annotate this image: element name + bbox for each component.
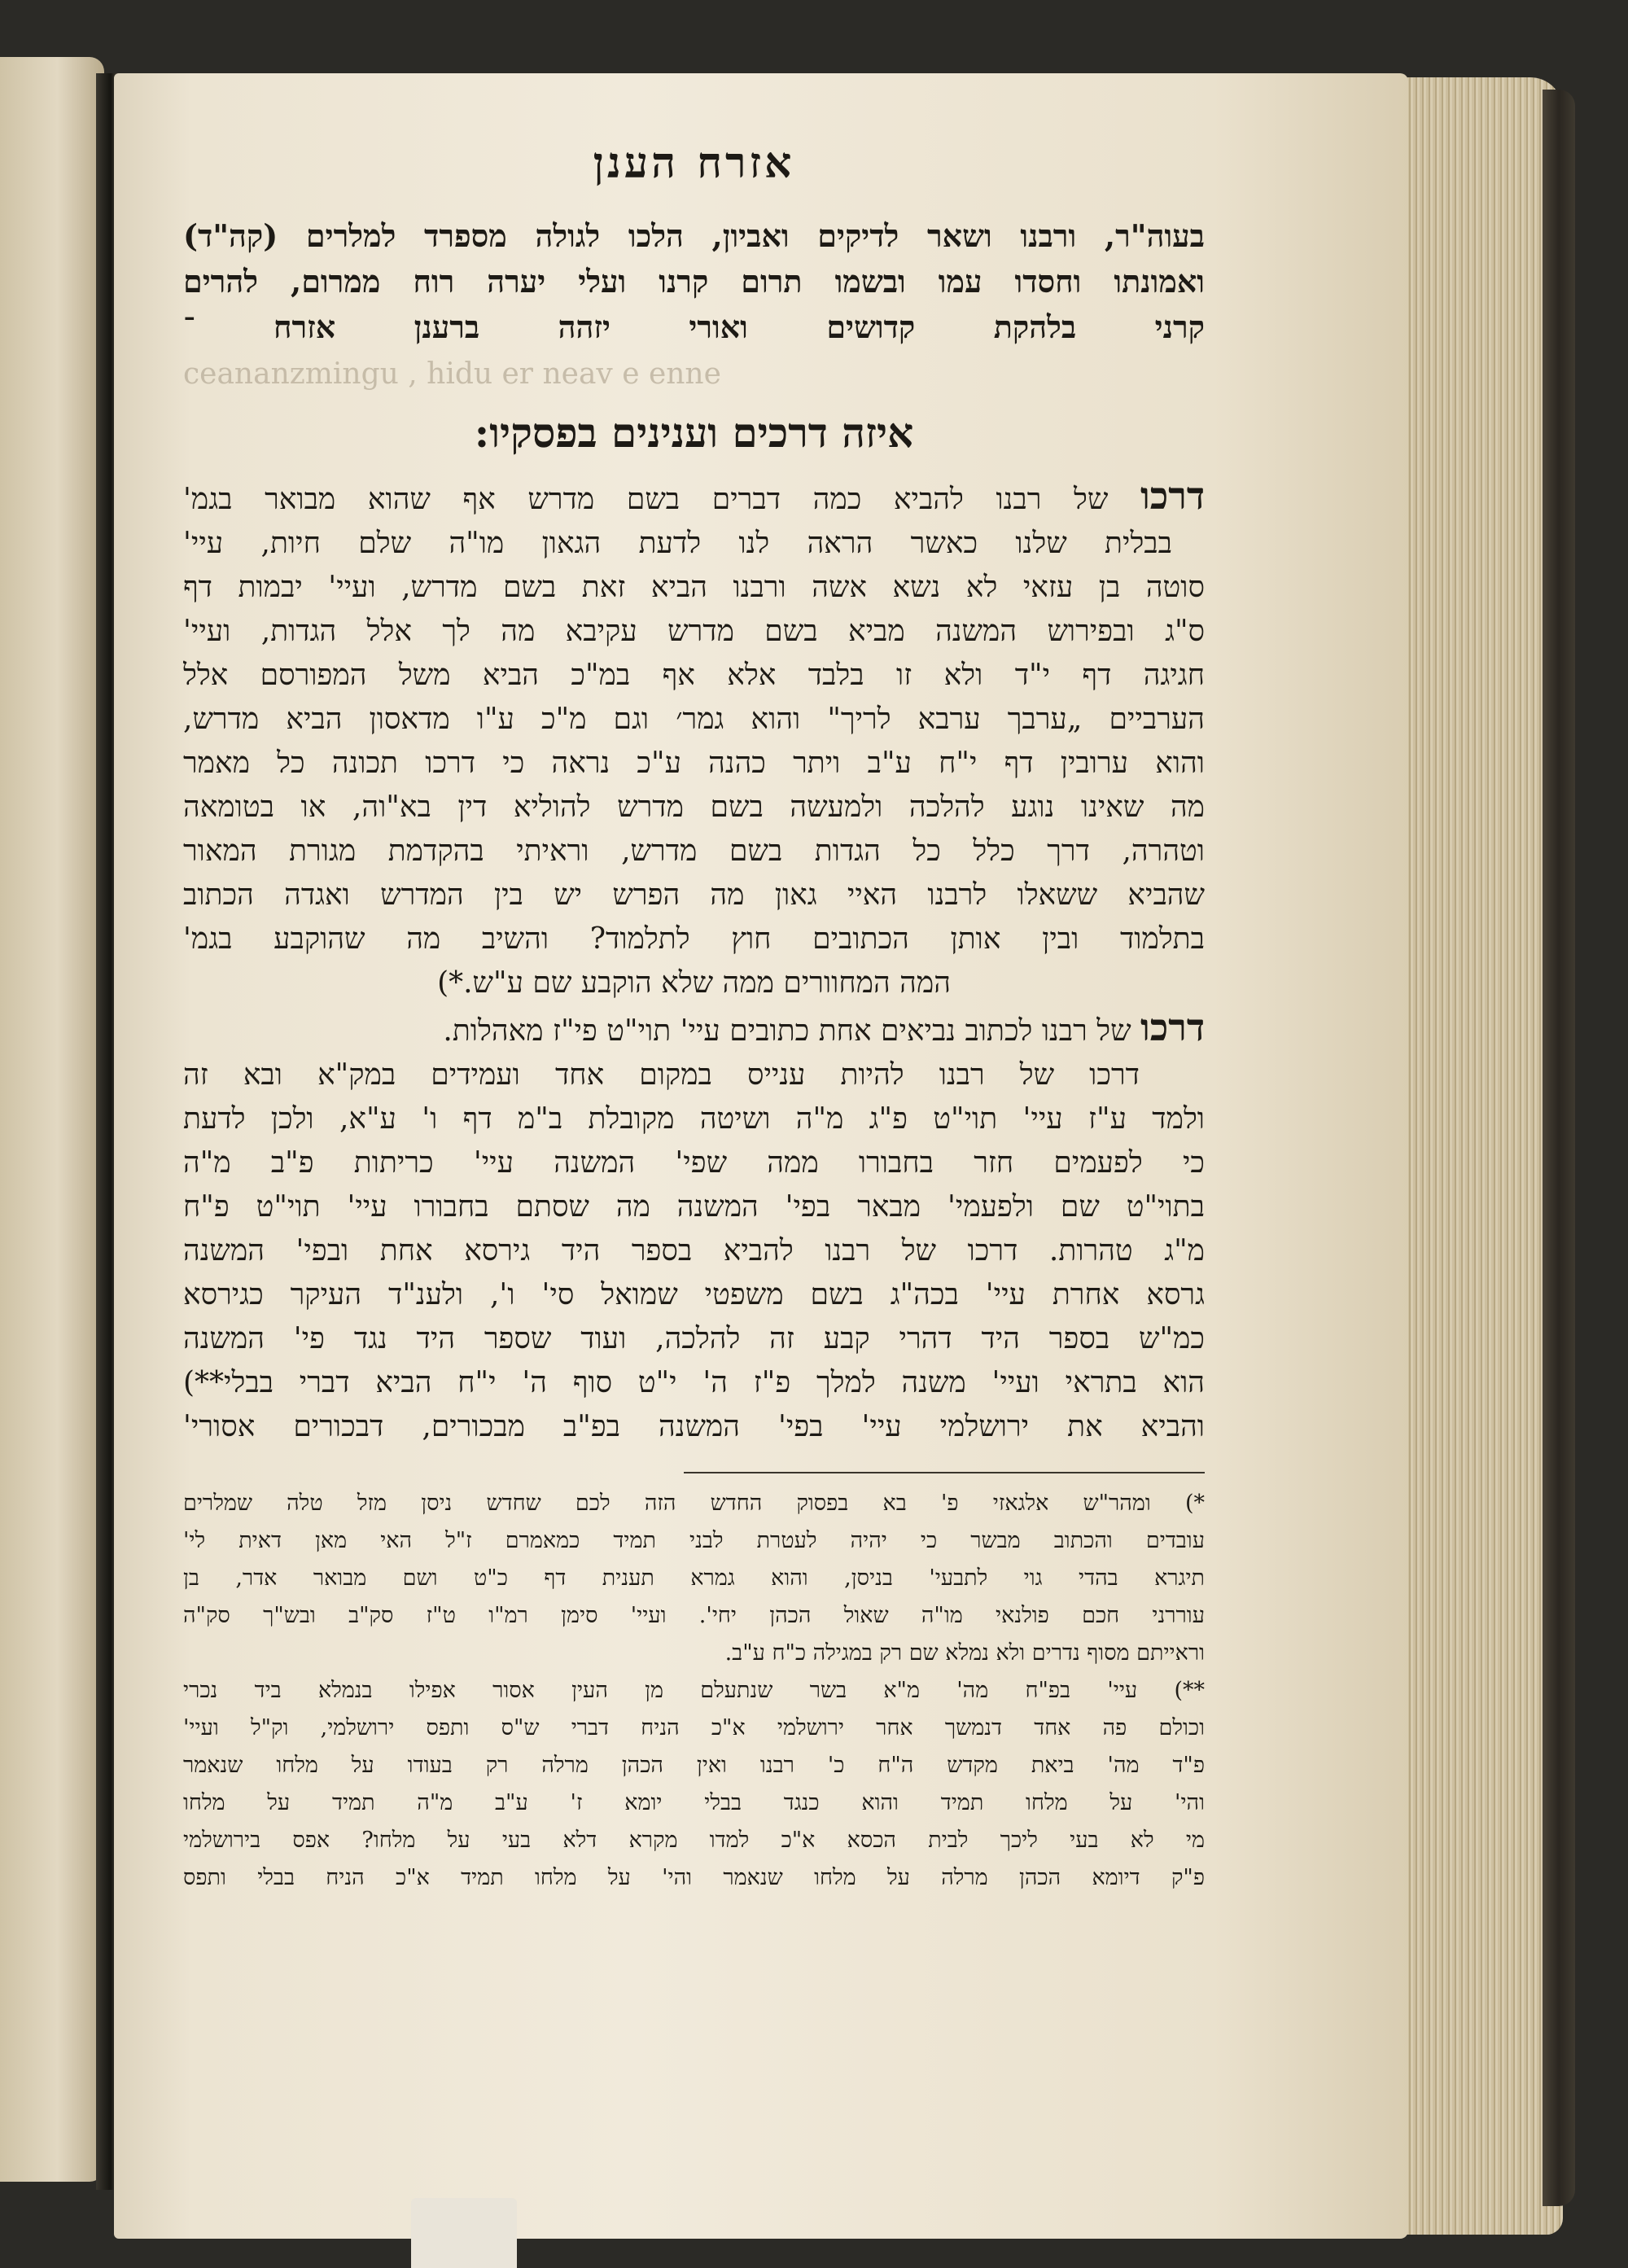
footnote-1 <box>183 1485 1205 1672</box>
text-line-content: של רבנו להביא כמה דברים בשם מדרש אף שהוא מבואר בגמ' <box>183 483 1109 516</box>
text-line: שהביא ששאלו לרבנו האיי גאון מה הפרש יש בין המדרש ואגדה הכתוב <box>183 878 1205 912</box>
text-line <box>183 474 1205 522</box>
text-line: חגיגה דף י"ד ולא זו בלבד אלא אף במ"כ הביא משל המפורסם אלל <box>183 659 1205 692</box>
text-line: סוטה בן עזאי לא נשא אשה ורבנו הביא זאת בשם מדרש, ועיי' יבמות דף <box>183 571 1205 604</box>
text-line: בתלמוד ובין אותן הכתובים חוץ לתלמוד? והשיב מה שהוקבע בגמ' <box>183 922 1205 956</box>
footnote-line: פ"ק דיומא הכהן מרלה על מלחו שנאמר והי' על מלחו תמיד א"כ הניח בבלי ותפס <box>183 1865 1205 1890</box>
footnote-rule <box>684 1472 1205 1473</box>
text-line: הערביים „ערבך ערבא לריך" והוא גמר׳ וגם מ"כ ע"ו מדאסון הביא מדרש, <box>183 703 1205 736</box>
section-paragraph-2 <box>183 1005 1205 1449</box>
text-line: מ"ג טהרות. דרכו של רבנו להביא בספר היד גירסא אחת ובפי' המשנה <box>183 1234 1205 1268</box>
text-line: וטהרה, דרך כלל כל הגדות בשם מדרש, וראיתי בהקדמת מגורת המאור <box>183 834 1205 868</box>
text-line: ולמד ע"ז עיי' תוי"ט פ"ג מ"ה ושיטה מקובלת ב"מ דף ו' ע"א, ולכן לדעת <box>183 1102 1205 1136</box>
page-fore-edge <box>1400 77 1563 2235</box>
footnote-line: והי' על מלחו תמיד והוא כנגד בבלי יומא ז' ע"ב מ"ה תמיד על מלחו <box>183 1790 1205 1815</box>
intro-line: קרני בלהקת קדושים ואורי יזהה ברענן אזרח ־ <box>183 309 1205 345</box>
footnote-line: וכולם פה אחד דנמשך אחר ירושלמי א"כ הניח דברי ש"ס ותפס ירושלמי, וק"ל ועיי' <box>183 1715 1205 1740</box>
footnote-line: עובדים והכתוב מבשר כי יהיה לעטרת לבני תמיד כמאמרם ז"ל האי מאן דאית לי' <box>183 1528 1205 1553</box>
text-line: והוא ערובין דף י"ח ע"ב ויתר כהנה ע"כ נראה כי דרכו תכונה כל מאמר <box>183 747 1205 780</box>
text-line: ס"ג ובפירוש המשנה מביא בשם מדרש עקיבא מה לך אלל הגדות, ועיי' <box>183 615 1205 648</box>
footnote-line: וראייתם מסוף נדרים ולא נמלא שם רק במגילה כ"ח ע"ב. <box>724 1640 1205 1666</box>
text-line: והביא את ירושלמי עיי' בפי' המשנה בפ"ב מבכורים, דבכורים אסורי' <box>183 1410 1205 1443</box>
show-through-text: ceananzmingu , hidu er neav e enne <box>183 357 721 391</box>
text-line: מה שאינו נוגע להלכה ולמעשה בשם מדרש להוליא דין בא"וה, או בטומאה <box>183 790 1205 824</box>
intro-line: ואמונתו וחסדו עמו ובשמו תרום קרנו ועלי יערה רוח ממרום, להרים <box>183 263 1205 300</box>
text-line-content: של רבנו לכתוב נביאים אחת כתובים עיי' תוי"ט פי"ז מאהלות. <box>443 1014 1131 1048</box>
text-line: דרכו של רבנו להיות ענייס במקום אחד ועמידים במק"א ובא זה <box>183 1058 1140 1092</box>
book-cover-edge <box>1543 90 1575 2206</box>
footnote-2 <box>183 1672 1205 1897</box>
footnote-line: פ"ד מה' ביאת מקדש ה"ח כ' רבנו ואין הכהן מרלה רק בעודו על מלחו שנאמר <box>183 1753 1205 1778</box>
page-text <box>183 138 1205 2060</box>
intro-paragraph <box>183 213 1205 350</box>
text-line: כי לפעמים חזר בחבורו ממה שפי' המשנה עיי' כריתות פ"ב מ"ה <box>183 1146 1205 1180</box>
running-head: אזרח הענן <box>593 138 795 188</box>
section-heading: איזה דרכים וענינים בפסקיו: <box>474 409 914 457</box>
footnote-line: *) ומהר"ש אלגאזי פ' בא בפסוק החדש הזה לכם שחדש ניסן מזל טלה שמלרים <box>183 1491 1205 1516</box>
text-line <box>183 1005 1205 1053</box>
lead-word: דרכו <box>1140 1005 1205 1049</box>
text-line: המה המחוורים ממה שלא הוקבע שם ע"ש.*) <box>437 966 951 1000</box>
intro-line: בעוה"ר, ורבנו ושאר לדיקים ואביון, הלכו לגולה מספרד למלרים (קה"ד) <box>183 217 1205 254</box>
footnote-line: עוררני חכם פולנאי מו"ה שאול הכהן יחי'. ועיי' סימן רמ"ו ט"ז סק"ב ובש"ך סק"ה <box>183 1603 1205 1628</box>
section-paragraph-1 <box>183 474 1205 1005</box>
text-line: כמ"ש בספר היד דהרי קבע זה להלכה, ועוד שספר היד נגד פי' המשנה <box>183 1322 1205 1355</box>
facing-page-edge <box>0 57 104 2182</box>
footnote-line: מי לא בעי ליכך לבית הכסא א"כ למדו מקרא דלא בעי על מלחו? אפס בירושלמי <box>183 1828 1205 1853</box>
footnote-line: תיגרא בהדי גוי לתבעי' בניסן, והוא גמרא תענית דף כ"ט ושם מבואר אדר, בן <box>183 1565 1205 1591</box>
footnote-line: **) עיי' בפ"ח מה' מ"א בשר שנתעלם מן העין אסור אפילו בנמלא ביד נכרי <box>183 1678 1205 1703</box>
text-line: הוא בתראי ועיי' משנה למלך פ"ז ה' י"ט סוף ה' י"ח הביא דברי בבלי**) <box>183 1366 1205 1399</box>
paper-tab <box>411 2198 517 2268</box>
text-line: גרסא אחרת עיי' בכה"ג בשם משפטי שמואל סי' ו', ולענ"ד העיקר כגירסא <box>183 1278 1205 1311</box>
text-line: בבלית שלנו כאשר הראה לנו לדעת הגאון מו"ה שלם חיות, עיי' <box>183 527 1172 560</box>
lead-word: דרכו <box>1140 474 1205 518</box>
text-line: בתוי"ט שם ולפעמי' מבאר בפי' המשנה מה שסתם בחבורו עיי' תוי"ט פ"ח <box>183 1190 1205 1224</box>
